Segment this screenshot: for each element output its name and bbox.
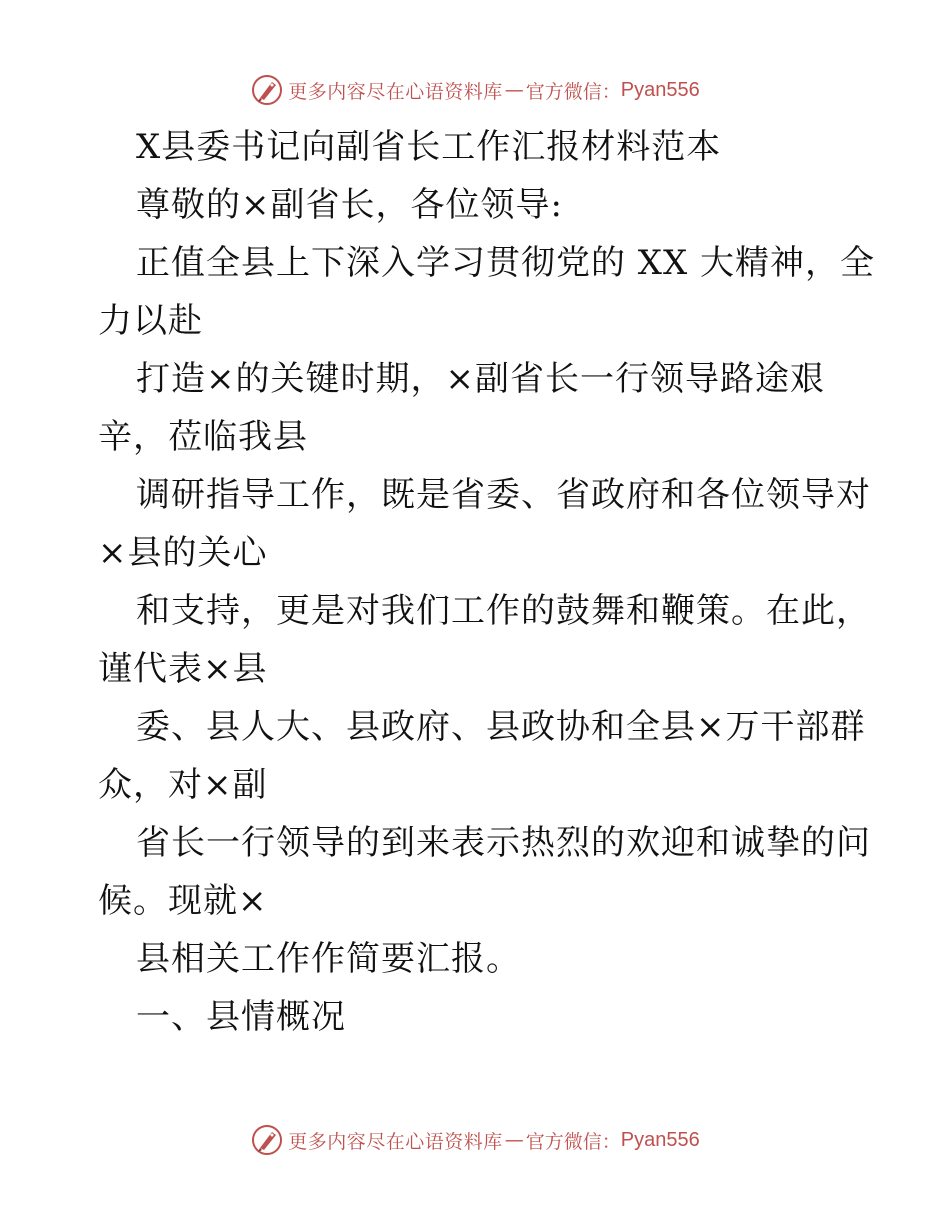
- text-line: 和支持，更是对我们工作的鼓舞和鞭策。在此，: [136, 591, 871, 631]
- banner-text: 更多内容尽在心语资料库: [288, 1130, 503, 1153]
- document-title: X县委书记向副省长工作汇报材料范本: [136, 127, 722, 167]
- text-line: 众，对×副: [98, 765, 268, 805]
- banner-wechat-label: 官方微信：: [525, 1130, 621, 1153]
- document-body: [98, 118, 876, 1046]
- text-line: 委、县人大、县政府、县政协和全县×万干部群: [136, 707, 866, 747]
- pen-logo-icon: [250, 1123, 284, 1157]
- text-line: 谨代表×县: [98, 649, 268, 689]
- header-banner: [0, 70, 950, 110]
- text-line: 省长一行领导的到来表示热烈的欢迎和诚挚的问: [136, 823, 871, 863]
- salutation: 尊敬的×副省长，各位领导:: [136, 185, 563, 225]
- text-line: 正值全县上下深入学习贯彻党的 XX 大精神，全: [136, 243, 876, 283]
- text-line: 候。现就×: [98, 881, 268, 921]
- banner-wechat-id: Pyan556: [620, 1128, 700, 1151]
- banner-text: 更多内容尽在心语资料库: [288, 80, 503, 103]
- text-line: 调研指导工作，既是省委、省政府和各位领导对: [136, 475, 871, 515]
- banner-wechat-id: Pyan556: [620, 78, 700, 101]
- footer-banner: [0, 1120, 950, 1160]
- text-line: 辛，莅临我县: [98, 417, 308, 457]
- banner-separator: —: [504, 79, 524, 101]
- banner-wechat-label: 官方微信：: [525, 80, 621, 103]
- text-line: 力以赴: [98, 301, 203, 341]
- banner-separator: —: [504, 1129, 524, 1151]
- text-line: 打造×的关键时期，×副省长一行领导路途艰: [136, 359, 825, 399]
- pen-logo-icon: [250, 73, 284, 107]
- section-heading: 一、县情概况: [136, 997, 346, 1037]
- text-line: ×县的关心: [98, 533, 268, 573]
- text-line: 县相关工作作简要汇报。: [136, 939, 521, 979]
